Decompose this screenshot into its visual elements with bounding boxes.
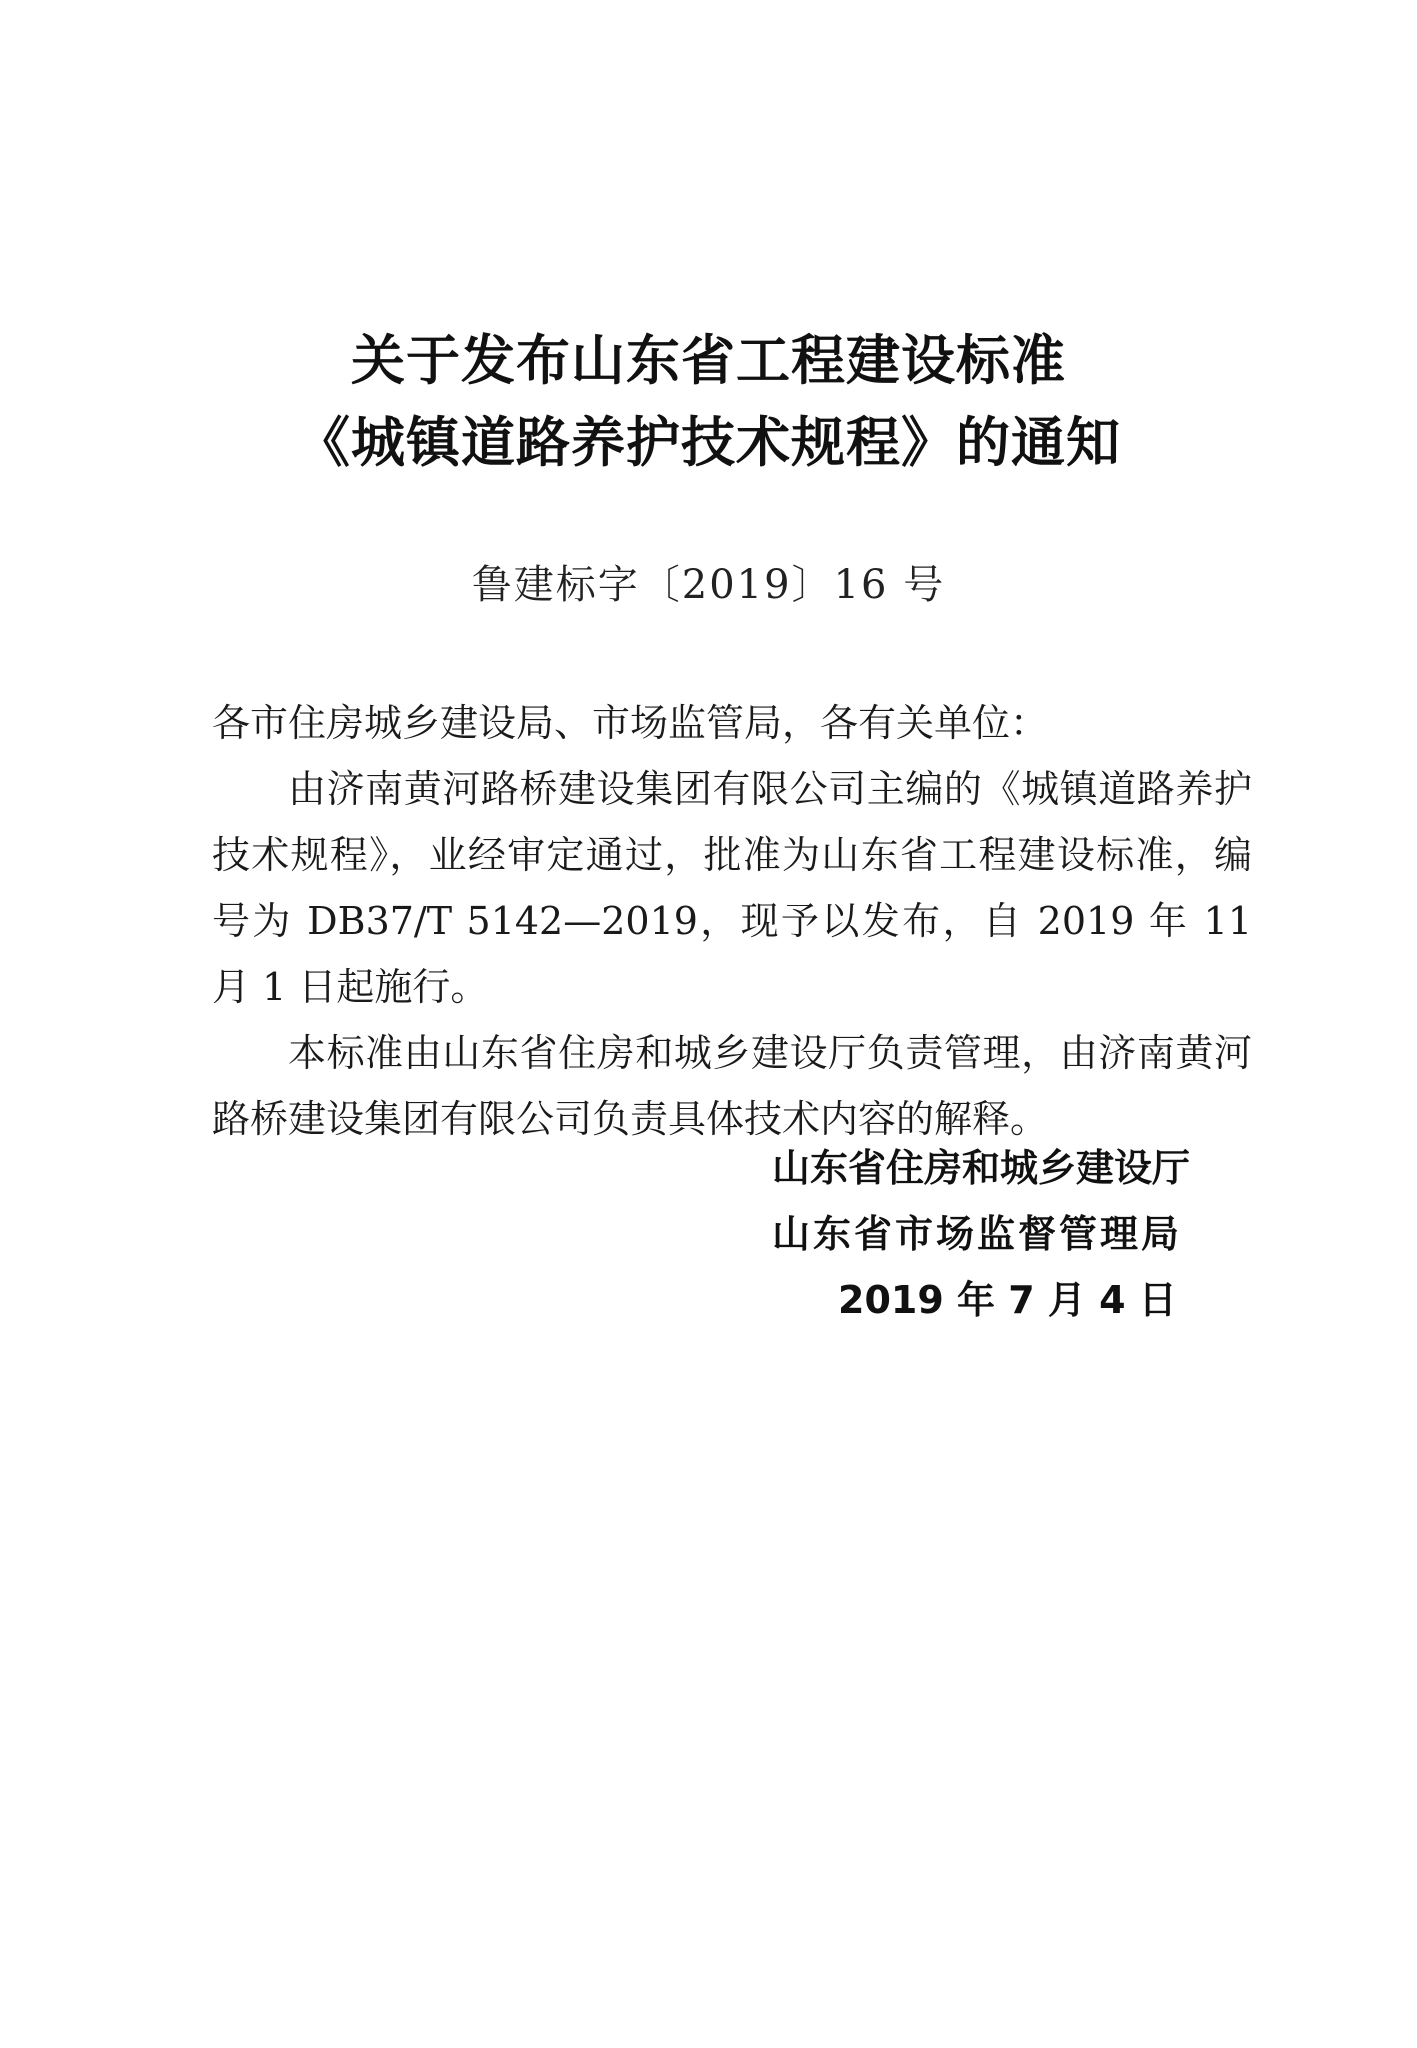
salutation: 各市住房城乡建设局、市场监管局，各有关单位：	[212, 701, 1049, 745]
paragraph-management: 本标准由山东省住房和城乡建设厅负责管理，由济南黄河路桥建设集团有限公司负责具体技术内容的解释。	[212, 1031, 1252, 1141]
notice-title-line-2: 《城镇道路养护技术规程》的通知	[296, 411, 1121, 474]
notice-title-line-1: 关于发布山东省工程建设标准	[351, 329, 1066, 392]
signature-block	[772, 1135, 1192, 1333]
issuer-housing-department: 山东省住房和城乡建设厅	[772, 1146, 1191, 1190]
issue-date: 2019 年 7 月 4 日	[838, 1278, 1177, 1322]
notice-body	[212, 690, 1252, 1152]
document-number: 鲁建标字〔2019〕16 号	[471, 562, 946, 608]
issuer-market-regulation: 山东省市场监督管理局	[772, 1212, 1183, 1256]
paragraph-announcement: 由济南黄河路桥建设集团有限公司主编的《城镇道路养护技术规程》，业经审定通过，批准为山东省工程建设标准，编号为 DB37/T 5142—2019，现予以发布，自 2019 年 11 月 1 日起施行。	[212, 767, 1252, 1009]
